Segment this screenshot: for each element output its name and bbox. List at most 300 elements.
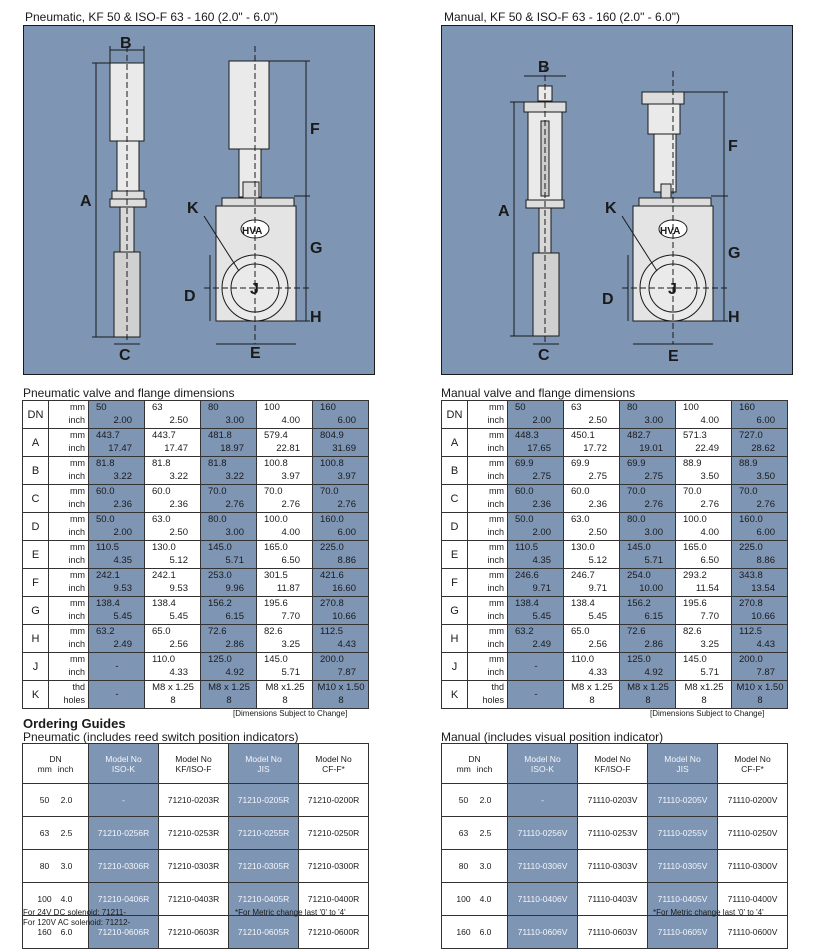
dimension-row bbox=[23, 541, 369, 569]
value-inch: 6.50 bbox=[700, 555, 719, 566]
value-inch: 3.97 bbox=[337, 471, 356, 482]
unit-top: mm bbox=[489, 514, 504, 524]
unit-bottom: inch bbox=[487, 471, 504, 481]
manual-title: Manual, KF 50 & ISO-F 63 - 160 (2.0" - 6.0") bbox=[444, 10, 680, 24]
unit-cell bbox=[468, 541, 508, 569]
dimension-value bbox=[89, 513, 145, 541]
unit-bottom: inch bbox=[68, 667, 85, 677]
value-mm: 60.0 bbox=[571, 486, 590, 497]
value-inch: 9.71 bbox=[588, 583, 607, 594]
dimension-value bbox=[564, 681, 620, 709]
dimension-label: D bbox=[442, 513, 468, 541]
label-c: C bbox=[119, 347, 131, 364]
value-inch: 4.00 bbox=[281, 527, 300, 538]
value-mm: - bbox=[115, 661, 119, 672]
dn-header bbox=[442, 744, 508, 784]
unit-top: mm bbox=[489, 654, 504, 664]
label-b: B bbox=[538, 59, 550, 76]
value-inch: 7.70 bbox=[281, 611, 300, 622]
value-mm: 50.0 bbox=[515, 514, 534, 525]
unit-bottom: holes bbox=[482, 695, 504, 705]
dimension-row bbox=[23, 429, 369, 457]
dimension-value bbox=[89, 681, 145, 709]
dn-mm: 63 bbox=[39, 828, 50, 838]
value-inch: 8 bbox=[338, 695, 344, 706]
label-e: E bbox=[250, 345, 261, 362]
dn-inch: 4.00 bbox=[700, 415, 719, 426]
model-number: 71210-0406R bbox=[89, 883, 159, 916]
model-number: 71110-0600V bbox=[718, 916, 788, 949]
unit-cell bbox=[468, 681, 508, 709]
solenoid-120v-note: For 120V AC solenoid: 71212- bbox=[23, 918, 131, 927]
dimension-value bbox=[145, 569, 201, 597]
unit-top: thd bbox=[491, 682, 504, 692]
unit-cell bbox=[49, 429, 89, 457]
unit-top: mm bbox=[489, 458, 504, 468]
dimension-value bbox=[201, 513, 257, 541]
unit-bottom: inch bbox=[68, 527, 85, 537]
value-inch: 10.66 bbox=[332, 611, 356, 622]
dimension-label: D bbox=[23, 513, 49, 541]
ordering-row bbox=[442, 850, 788, 883]
dimension-value bbox=[257, 597, 313, 625]
dn-mm: 50 bbox=[515, 402, 526, 413]
value-mm: 270.8 bbox=[320, 598, 344, 609]
value-mm: 200.0 bbox=[739, 654, 763, 665]
dimension-value bbox=[676, 597, 732, 625]
dn-inch: 3.00 bbox=[225, 415, 244, 426]
value-mm: 443.7 bbox=[152, 430, 176, 441]
value-inch: 9.53 bbox=[169, 583, 188, 594]
dimension-value bbox=[89, 597, 145, 625]
value-inch: 5.12 bbox=[588, 555, 607, 566]
dn-inch: 6.0 bbox=[60, 927, 73, 937]
dimension-value bbox=[564, 653, 620, 681]
value-inch: 5.45 bbox=[113, 611, 132, 622]
dn-mm: 63 bbox=[571, 402, 582, 413]
unit-top: mm bbox=[70, 514, 85, 524]
dimension-label: K bbox=[23, 681, 49, 709]
model-number: 71210-0605R bbox=[229, 916, 299, 949]
ordering-header-row bbox=[23, 744, 369, 784]
value-mm: M8 x1.25 bbox=[684, 682, 724, 693]
dimension-value bbox=[564, 513, 620, 541]
value-mm: 246.6 bbox=[515, 570, 539, 581]
unit-inch: inch bbox=[68, 415, 85, 425]
unit-bottom: inch bbox=[68, 611, 85, 621]
unit-cell bbox=[49, 625, 89, 653]
model-number: 71210-0600R bbox=[299, 916, 369, 949]
value-mm: 160.0 bbox=[739, 514, 763, 525]
unit-top: mm bbox=[489, 626, 504, 636]
label-g: G bbox=[728, 245, 741, 262]
dn-cell bbox=[257, 401, 313, 429]
manual-drawing bbox=[441, 25, 793, 375]
dimension-value bbox=[732, 485, 788, 513]
value-inch: 7.87 bbox=[756, 667, 775, 678]
dimension-value bbox=[89, 457, 145, 485]
value-inch: 2.76 bbox=[225, 499, 244, 510]
model-header-line1: Model No bbox=[594, 753, 631, 764]
dn-cell bbox=[145, 401, 201, 429]
value-inch: 3.00 bbox=[644, 527, 663, 538]
model-number: 71110-0405V bbox=[648, 883, 718, 916]
value-inch: 2.76 bbox=[756, 499, 775, 510]
value-inch: 17.47 bbox=[108, 443, 132, 454]
dimension-value bbox=[676, 541, 732, 569]
model-header bbox=[89, 744, 159, 784]
dimension-label: C bbox=[23, 485, 49, 513]
dimension-value bbox=[676, 429, 732, 457]
dimension-value bbox=[732, 569, 788, 597]
value-mm: M8 x 1.25 bbox=[152, 682, 194, 693]
dimension-value bbox=[201, 457, 257, 485]
value-mm: 200.0 bbox=[320, 654, 344, 665]
dimension-value bbox=[508, 653, 564, 681]
value-mm: M8 x 1.25 bbox=[208, 682, 250, 693]
model-number: 71110-0300V bbox=[718, 850, 788, 883]
value-mm: 343.8 bbox=[739, 570, 763, 581]
ordering-row bbox=[442, 784, 788, 817]
dn-mm: 80 bbox=[208, 402, 219, 413]
model-number: 71110-0205V bbox=[648, 784, 718, 817]
dn-cell bbox=[442, 817, 508, 850]
unit-top: mm bbox=[489, 486, 504, 496]
unit-cell bbox=[468, 569, 508, 597]
value-mm: M8 x1.25 bbox=[265, 682, 305, 693]
dimension-value bbox=[201, 653, 257, 681]
value-mm: 138.4 bbox=[515, 598, 539, 609]
dn-label: DN bbox=[468, 753, 481, 764]
value-mm: - bbox=[534, 689, 538, 700]
value-inch: 2.36 bbox=[532, 499, 551, 510]
unit-top: mm bbox=[70, 542, 85, 552]
dn-cell bbox=[620, 401, 676, 429]
label-k: K bbox=[605, 200, 617, 217]
value-mm: 125.0 bbox=[208, 654, 232, 665]
dn-cell bbox=[442, 850, 508, 883]
dimension-label: A bbox=[442, 429, 468, 457]
dn-mm: 160 bbox=[456, 927, 471, 937]
value-mm: 727.0 bbox=[739, 430, 763, 441]
model-header-line2: CF-F* bbox=[322, 763, 345, 774]
value-inch: 4.33 bbox=[169, 667, 188, 678]
dimension-value bbox=[257, 541, 313, 569]
value-mm: 81.8 bbox=[152, 458, 171, 469]
dn-inch: 6.0 bbox=[479, 927, 492, 937]
pneumatic-ordering-subtitle: Pneumatic (includes reed switch position indicators) bbox=[23, 730, 299, 744]
value-mm: 110.0 bbox=[571, 654, 595, 665]
manual-table-title: Manual valve and flange dimensions bbox=[441, 386, 636, 400]
value-mm: 100.0 bbox=[264, 514, 288, 525]
model-number: 71110-0606V bbox=[508, 916, 578, 949]
model-header bbox=[229, 744, 299, 784]
dimension-value bbox=[89, 653, 145, 681]
label-f: F bbox=[728, 138, 738, 155]
value-inch: 3.25 bbox=[700, 639, 719, 650]
dimension-value bbox=[145, 541, 201, 569]
dimension-value bbox=[313, 513, 369, 541]
value-inch: 2.76 bbox=[337, 499, 356, 510]
manual-ordering-table bbox=[441, 743, 788, 949]
value-inch: 9.71 bbox=[532, 583, 551, 594]
unit-bottom: inch bbox=[68, 471, 85, 481]
value-inch: 3.25 bbox=[281, 639, 300, 650]
dimension-row bbox=[442, 513, 788, 541]
value-inch: 4.35 bbox=[113, 555, 132, 566]
model-number: 71210-0306R bbox=[89, 850, 159, 883]
value-inch: 7.87 bbox=[337, 667, 356, 678]
value-mm: 100.8 bbox=[320, 458, 344, 469]
dimension-value bbox=[201, 541, 257, 569]
model-number: 71110-0400V bbox=[718, 883, 788, 916]
model-number: 71210-0255R bbox=[229, 817, 299, 850]
unit-top: mm bbox=[489, 430, 504, 440]
value-mm: 72.6 bbox=[627, 626, 646, 637]
unit-cell bbox=[49, 597, 89, 625]
value-mm: 804.9 bbox=[320, 430, 344, 441]
model-header-line2: JIS bbox=[257, 763, 270, 774]
pneumatic-table-title: Pneumatic valve and flange dimensions bbox=[23, 386, 235, 400]
dimension-value bbox=[257, 429, 313, 457]
value-mm: 156.2 bbox=[627, 598, 651, 609]
dn-mm: 100 bbox=[456, 894, 471, 904]
dn-inch: 4.0 bbox=[60, 894, 73, 904]
value-mm: 72.6 bbox=[208, 626, 227, 637]
dn-inch: 2.50 bbox=[588, 415, 607, 426]
value-inch: 11.87 bbox=[276, 583, 300, 594]
value-inch: 5.71 bbox=[700, 667, 719, 678]
value-mm: 156.2 bbox=[208, 598, 232, 609]
dn-mm: 80 bbox=[627, 402, 638, 413]
value-inch: 2.56 bbox=[169, 639, 188, 650]
value-inch: 5.45 bbox=[588, 611, 607, 622]
value-mm: 112.5 bbox=[739, 626, 763, 637]
value-inch: 5.71 bbox=[281, 667, 300, 678]
value-inch: 3.22 bbox=[225, 471, 244, 482]
dn-cell bbox=[201, 401, 257, 429]
value-mm: 63.0 bbox=[152, 514, 171, 525]
value-mm: 145.0 bbox=[264, 654, 288, 665]
dimension-value bbox=[145, 625, 201, 653]
value-mm: 270.8 bbox=[739, 598, 763, 609]
manual-metric-note: *For Metric change last '0' to '4' bbox=[653, 908, 764, 917]
value-mm: 82.6 bbox=[683, 626, 702, 637]
value-mm: M10 x 1.50 bbox=[736, 682, 784, 693]
label-k: K bbox=[187, 200, 199, 217]
label-d: D bbox=[602, 291, 614, 308]
value-mm: 81.8 bbox=[96, 458, 115, 469]
value-mm: 80.0 bbox=[627, 514, 646, 525]
unit-cell bbox=[468, 485, 508, 513]
dimension-label: J bbox=[442, 653, 468, 681]
dn-row bbox=[442, 401, 788, 429]
value-inch: 10.00 bbox=[639, 583, 663, 594]
value-mm: 482.7 bbox=[627, 430, 651, 441]
value-inch: 8 bbox=[170, 695, 176, 706]
model-header-line1: Model No bbox=[315, 753, 352, 764]
unit-cell bbox=[49, 457, 89, 485]
solenoid-24v-note: For 24V DC solenoid: 71211- bbox=[23, 908, 127, 917]
unit-bottom: inch bbox=[68, 555, 85, 565]
value-mm: 100.8 bbox=[264, 458, 288, 469]
value-mm: 253.0 bbox=[208, 570, 232, 581]
unit-bottom: inch bbox=[487, 499, 504, 509]
dimension-row bbox=[442, 457, 788, 485]
ordering-row bbox=[442, 916, 788, 949]
model-header-line2: JIS bbox=[676, 763, 689, 774]
unit-cell bbox=[49, 681, 89, 709]
value-inch: 4.43 bbox=[337, 639, 356, 650]
model-number: 71210-0200R bbox=[299, 784, 369, 817]
dimension-value bbox=[257, 569, 313, 597]
dn-inch: 2.5 bbox=[479, 828, 492, 838]
dimension-label: H bbox=[442, 625, 468, 653]
pneumatic-dims-note: [Dimensions Subject to Change] bbox=[233, 709, 348, 718]
unit-bottom: inch bbox=[487, 527, 504, 537]
dimension-value bbox=[313, 681, 369, 709]
unit-top: mm bbox=[489, 570, 504, 580]
value-inch: 2.75 bbox=[588, 471, 607, 482]
hva-logo: HVA bbox=[660, 226, 681, 237]
ordering-row bbox=[23, 784, 369, 817]
value-inch: 6.15 bbox=[644, 611, 663, 622]
dn-inch: 6.00 bbox=[756, 415, 775, 426]
model-number: 71210-0250R bbox=[299, 817, 369, 850]
dn-inch: 4.0 bbox=[479, 894, 492, 904]
unit-top: mm bbox=[70, 654, 85, 664]
dimension-value bbox=[620, 513, 676, 541]
value-mm: 112.5 bbox=[320, 626, 344, 637]
value-inch: 6.00 bbox=[756, 527, 775, 538]
dn-mm: 160 bbox=[37, 927, 52, 937]
value-mm: 421.6 bbox=[320, 570, 344, 581]
value-inch: 19.01 bbox=[639, 443, 663, 454]
model-number: 71210-0403R bbox=[159, 883, 229, 916]
value-mm: 110.5 bbox=[515, 542, 539, 553]
unit-bottom: inch bbox=[68, 639, 85, 649]
dn-mm: 160 bbox=[739, 402, 755, 413]
label-a: A bbox=[498, 203, 510, 220]
model-number: 71110-0200V bbox=[718, 784, 788, 817]
dn-header bbox=[23, 744, 89, 784]
model-header bbox=[578, 744, 648, 784]
model-number: 71210-0606R bbox=[89, 916, 159, 949]
manual-dims-note: [Dimensions Subject to Change] bbox=[650, 709, 765, 718]
dimension-value bbox=[145, 485, 201, 513]
value-inch: 5.71 bbox=[644, 555, 663, 566]
dn-mm: 100 bbox=[37, 894, 52, 904]
value-mm: 100.0 bbox=[683, 514, 707, 525]
model-header-line1: Model No bbox=[664, 753, 701, 764]
value-mm: 571.3 bbox=[683, 430, 707, 441]
model-header bbox=[718, 744, 788, 784]
value-inch: 4.43 bbox=[756, 639, 775, 650]
unit-bottom: inch bbox=[487, 555, 504, 565]
value-mm: 293.2 bbox=[683, 570, 707, 581]
unit-top: mm bbox=[70, 598, 85, 608]
dimension-value bbox=[508, 541, 564, 569]
value-inch: 2.76 bbox=[700, 499, 719, 510]
label-a: A bbox=[80, 193, 92, 210]
label-d: D bbox=[184, 288, 196, 305]
model-number: 71210-0400R bbox=[299, 883, 369, 916]
dimension-row bbox=[442, 541, 788, 569]
pneumatic-drawing bbox=[23, 25, 375, 375]
value-mm: 80.0 bbox=[208, 514, 227, 525]
dimension-value bbox=[508, 597, 564, 625]
value-mm: 70.0 bbox=[320, 486, 339, 497]
dimension-label: K bbox=[442, 681, 468, 709]
label-e: E bbox=[668, 348, 679, 365]
dimension-row bbox=[442, 429, 788, 457]
value-mm: 50.0 bbox=[96, 514, 115, 525]
unit-top: thd bbox=[72, 682, 85, 692]
dimension-row bbox=[23, 569, 369, 597]
dimension-value bbox=[676, 513, 732, 541]
dn-cell bbox=[23, 850, 89, 883]
label-j: J bbox=[668, 281, 677, 298]
dimension-value bbox=[676, 485, 732, 513]
value-mm: 60.0 bbox=[96, 486, 115, 497]
model-number: 71110-0203V bbox=[578, 784, 648, 817]
dimension-value bbox=[201, 485, 257, 513]
value-mm: 254.0 bbox=[627, 570, 651, 581]
dimension-value bbox=[313, 653, 369, 681]
value-mm: M10 x 1.50 bbox=[317, 682, 365, 693]
dimension-value bbox=[257, 513, 313, 541]
unit-cell bbox=[49, 541, 89, 569]
value-mm: - bbox=[534, 661, 538, 672]
label-b: B bbox=[120, 35, 132, 52]
dimension-row bbox=[23, 457, 369, 485]
pneumatic-title: Pneumatic, KF 50 & ISO-F 63 - 160 (2.0" - 6.0") bbox=[25, 10, 279, 24]
value-inch: 4.00 bbox=[700, 527, 719, 538]
dimension-value bbox=[508, 513, 564, 541]
label-f: F bbox=[310, 121, 320, 138]
dimension-value bbox=[564, 457, 620, 485]
model-number: 71110-0303V bbox=[578, 850, 648, 883]
value-mm: 70.0 bbox=[683, 486, 702, 497]
unit-bottom: inch bbox=[487, 639, 504, 649]
value-inch: 6.15 bbox=[225, 611, 244, 622]
unit-top: mm bbox=[489, 598, 504, 608]
value-inch: 3.97 bbox=[281, 471, 300, 482]
dimension-value bbox=[313, 485, 369, 513]
value-inch: 2.86 bbox=[644, 639, 663, 650]
dimension-row bbox=[23, 485, 369, 513]
value-inch: 5.45 bbox=[532, 611, 551, 622]
dimension-label: C bbox=[442, 485, 468, 513]
unit-mm: mm bbox=[456, 763, 471, 774]
dimension-value bbox=[145, 513, 201, 541]
dimension-value bbox=[313, 541, 369, 569]
value-mm: 70.0 bbox=[739, 486, 758, 497]
value-inch: 2.49 bbox=[532, 639, 551, 650]
dimension-value bbox=[313, 429, 369, 457]
value-mm: 160.0 bbox=[320, 514, 344, 525]
dimension-row bbox=[442, 597, 788, 625]
dimension-label: B bbox=[442, 457, 468, 485]
value-inch: 8 bbox=[645, 695, 651, 706]
label-c: C bbox=[538, 347, 550, 364]
dn-mm: 63 bbox=[152, 402, 163, 413]
dimension-row bbox=[442, 625, 788, 653]
dimension-value bbox=[313, 625, 369, 653]
value-mm: 145.0 bbox=[683, 654, 707, 665]
value-inch: 9.96 bbox=[225, 583, 244, 594]
unit-cell bbox=[49, 569, 89, 597]
